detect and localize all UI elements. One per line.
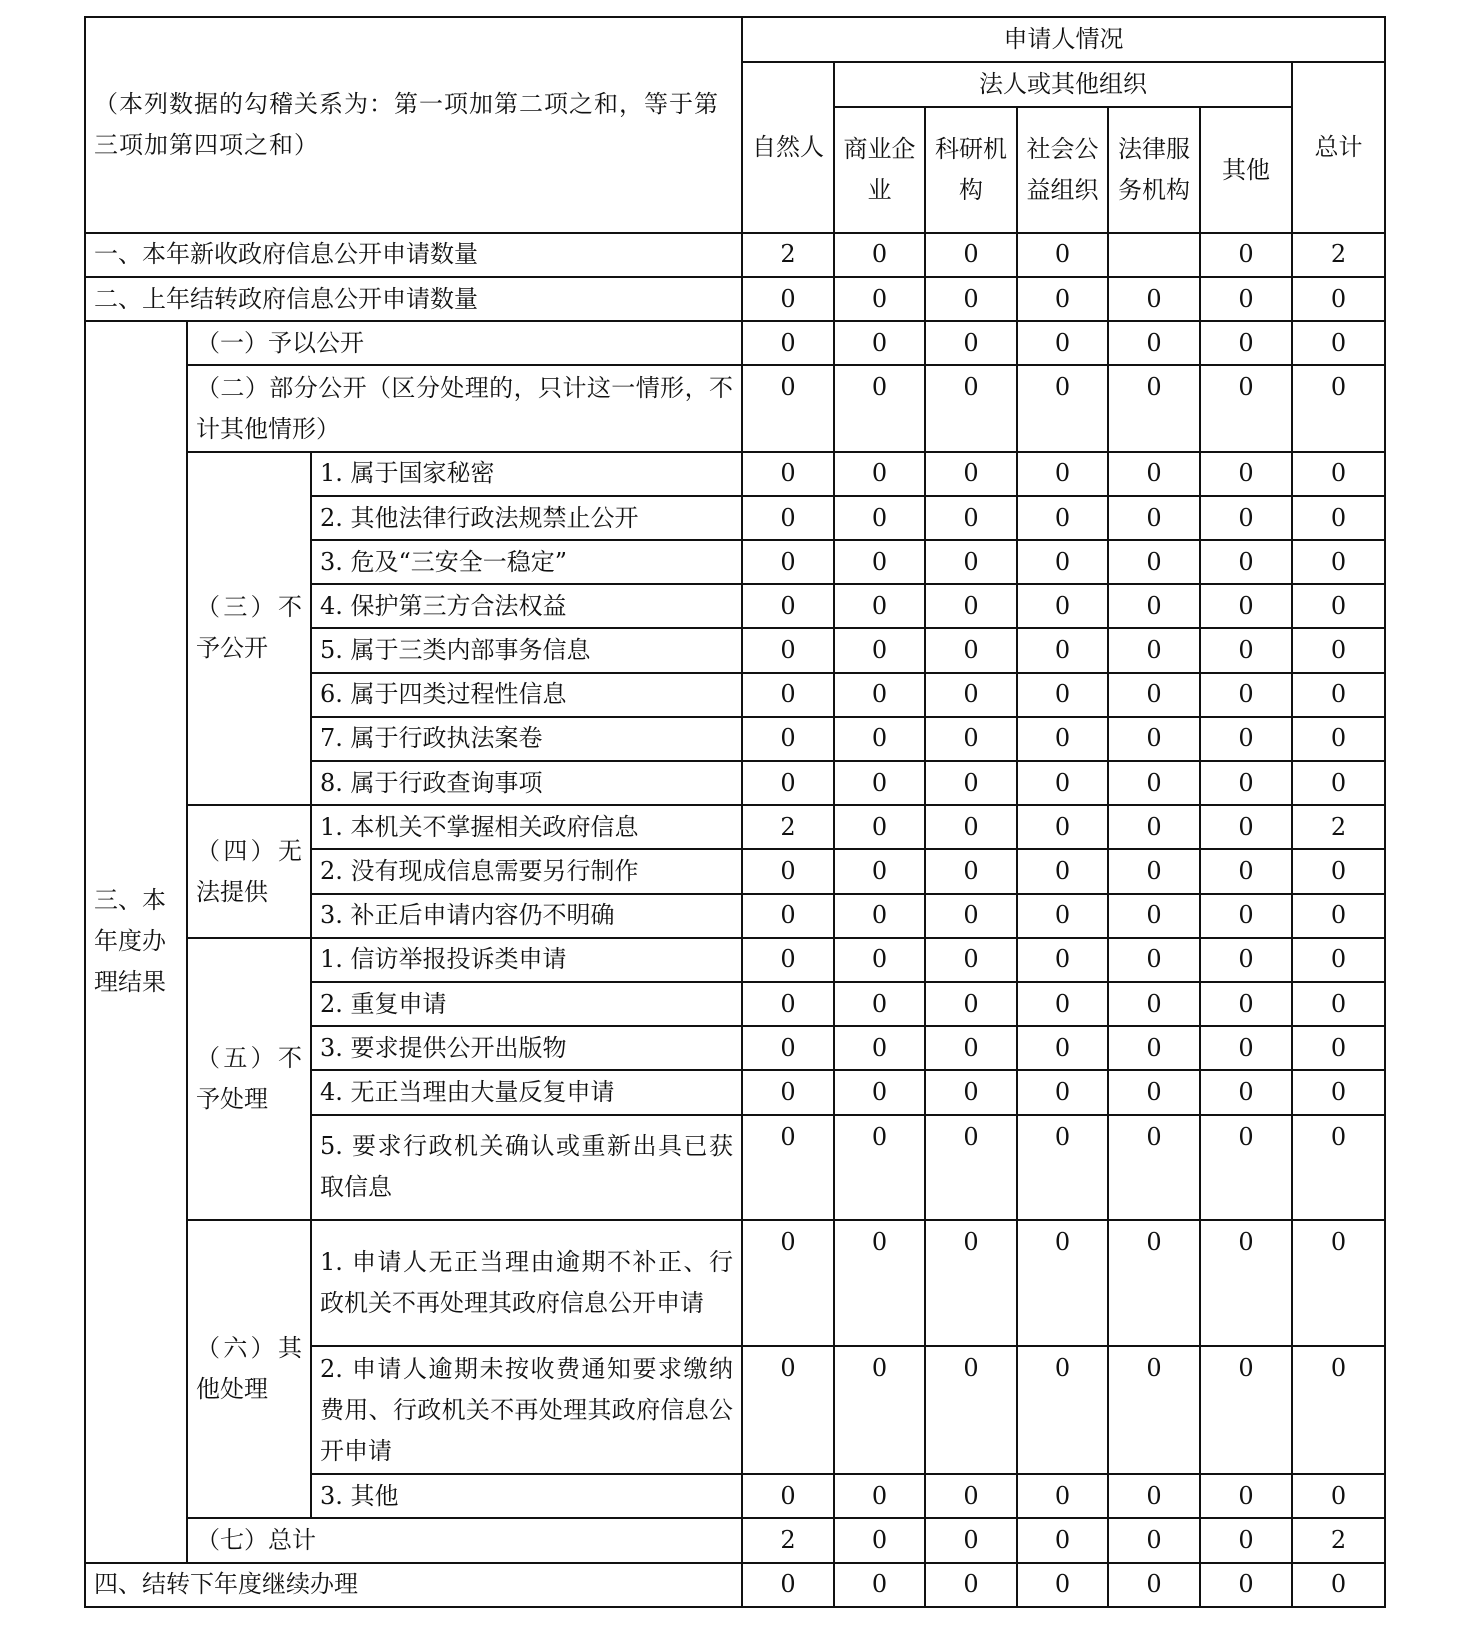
value-cell: 0 <box>742 1346 834 1474</box>
value-cell: 0 <box>834 1518 925 1562</box>
value-cell: 0 <box>1017 673 1108 717</box>
value-cell: 0 <box>1108 1474 1200 1518</box>
value-cell: 0 <box>1017 1070 1108 1114</box>
value-cell: 0 <box>1200 761 1292 805</box>
value-cell: 0 <box>1017 584 1108 628</box>
value-cell: 0 <box>925 1115 1017 1221</box>
value-cell: 0 <box>1017 1346 1108 1474</box>
value-cell: 0 <box>1017 938 1108 982</box>
value-cell: 0 <box>1200 717 1292 761</box>
value-cell: 0 <box>742 717 834 761</box>
value-cell: 0 <box>1292 584 1385 628</box>
value-cell: 0 <box>834 761 925 805</box>
value-cell: 0 <box>925 452 1017 496</box>
value-cell: 0 <box>1200 673 1292 717</box>
row-section-1 <box>85 233 1385 277</box>
row-section-2 <box>85 277 1385 321</box>
value-cell: 0 <box>742 1026 834 1070</box>
value-cell: 0 <box>1017 1115 1108 1221</box>
value-cell: 0 <box>1108 1518 1200 1562</box>
row-group-2 <box>85 365 1385 451</box>
value-cell: 0 <box>1108 894 1200 938</box>
value-cell: 0 <box>1200 1474 1292 1518</box>
value-cell: 0 <box>1017 1474 1108 1518</box>
value-cell: 0 <box>1108 1070 1200 1114</box>
value-cell: 0 <box>925 805 1017 849</box>
value-cell: 0 <box>1292 761 1385 805</box>
value-cell: 0 <box>1200 628 1292 672</box>
value-cell: 0 <box>1292 673 1385 717</box>
value-cell: 0 <box>1292 717 1385 761</box>
value-cell: 0 <box>1292 496 1385 540</box>
value-cell: 0 <box>925 1070 1017 1114</box>
value-cell: 0 <box>1200 277 1292 321</box>
total-header: 总计 <box>1292 62 1385 233</box>
value-cell: 0 <box>1200 805 1292 849</box>
value-cell: 0 <box>1108 938 1200 982</box>
value-cell: 0 <box>1108 1346 1200 1474</box>
value-cell: 0 <box>742 540 834 584</box>
value-cell: 0 <box>1292 628 1385 672</box>
value-cell: 0 <box>1017 233 1108 277</box>
value-cell: 0 <box>834 1346 925 1474</box>
value-cell: 0 <box>1108 761 1200 805</box>
row-group-3-item <box>85 452 1385 496</box>
value-cell: 0 <box>834 1115 925 1221</box>
group-6-item-label: 3. 其他 <box>311 1474 742 1518</box>
value-cell: 0 <box>834 982 925 1026</box>
value-cell: 0 <box>925 894 1017 938</box>
value-cell: 0 <box>1108 584 1200 628</box>
section-3-label: 三、本年度办理结果 <box>85 321 187 1562</box>
value-cell: 0 <box>1292 1070 1385 1114</box>
other-header: 其他 <box>1200 107 1292 232</box>
value-cell: 0 <box>1108 540 1200 584</box>
value-cell: 2 <box>742 1518 834 1562</box>
group-5-label: （五）不予处理 <box>187 938 311 1221</box>
value-cell: 0 <box>1017 365 1108 451</box>
value-cell: 0 <box>1108 496 1200 540</box>
value-cell: 0 <box>1017 496 1108 540</box>
value-cell: 0 <box>1017 277 1108 321</box>
group-5-item-label: 1. 信访举报投诉类申请 <box>311 938 742 982</box>
value-cell: 0 <box>925 628 1017 672</box>
value-cell: 0 <box>925 982 1017 1026</box>
group-4-item-label: 3. 补正后申请内容仍不明确 <box>311 894 742 938</box>
group-3-item-label: 2. 其他法律行政法规禁止公开 <box>311 496 742 540</box>
social-welfare-header: 社会公益组织 <box>1017 107 1108 232</box>
value-cell: 0 <box>1017 805 1108 849</box>
value-cell: 0 <box>742 938 834 982</box>
value-cell: 0 <box>925 717 1017 761</box>
value-cell: 0 <box>1017 1220 1108 1345</box>
value-cell: 0 <box>1108 365 1200 451</box>
value-cell: 0 <box>925 584 1017 628</box>
value-cell: 0 <box>1292 1026 1385 1070</box>
value-cell: 0 <box>1200 233 1292 277</box>
value-cell: 0 <box>1108 628 1200 672</box>
natural-person-header: 自然人 <box>742 62 834 233</box>
gov-info-disclosure-table <box>84 16 1386 1608</box>
value-cell: 0 <box>1200 321 1292 365</box>
value-cell: 0 <box>742 849 834 893</box>
research-header: 科研机构 <box>925 107 1017 232</box>
value-cell: 0 <box>742 761 834 805</box>
value-cell: 0 <box>1200 1563 1292 1607</box>
value-cell: 0 <box>1108 1026 1200 1070</box>
group-5-item-label: 4. 无正当理由大量反复申请 <box>311 1070 742 1114</box>
group-3-item-label: 4. 保护第三方合法权益 <box>311 584 742 628</box>
value-cell: 0 <box>1108 277 1200 321</box>
group-4-item-label: 2. 没有现成信息需要另行制作 <box>311 849 742 893</box>
value-cell: 0 <box>925 233 1017 277</box>
value-cell: 0 <box>1200 496 1292 540</box>
value-cell: 0 <box>742 277 834 321</box>
value-cell: 0 <box>834 894 925 938</box>
value-cell: 0 <box>1200 982 1292 1026</box>
value-cell: 0 <box>925 1220 1017 1345</box>
value-cell: 0 <box>834 849 925 893</box>
value-cell: 0 <box>1108 1220 1200 1345</box>
value-cell: 0 <box>834 452 925 496</box>
value-cell: 0 <box>834 277 925 321</box>
value-cell: 0 <box>834 628 925 672</box>
value-cell: 0 <box>1200 540 1292 584</box>
value-cell: 0 <box>1017 982 1108 1026</box>
value-cell: 0 <box>1017 540 1108 584</box>
value-cell: 0 <box>925 1563 1017 1607</box>
value-cell: 0 <box>742 365 834 451</box>
value-cell: 0 <box>925 1026 1017 1070</box>
value-cell: 0 <box>1200 1346 1292 1474</box>
group-5-item-label: 2. 重复申请 <box>311 982 742 1026</box>
value-cell: 0 <box>1017 628 1108 672</box>
value-cell: 0 <box>742 1474 834 1518</box>
value-cell: 0 <box>834 805 925 849</box>
value-cell: 0 <box>834 1474 925 1518</box>
value-cell: 0 <box>1200 365 1292 451</box>
value-cell: 0 <box>1292 1474 1385 1518</box>
value-cell: 0 <box>925 673 1017 717</box>
value-cell: 0 <box>1200 452 1292 496</box>
value-cell: 0 <box>1108 452 1200 496</box>
group-5-item-label: 3. 要求提供公开出版物 <box>311 1026 742 1070</box>
legal-service-header: 法律服务机构 <box>1108 107 1200 232</box>
legal-org-group-header: 法人或其他组织 <box>834 62 1292 107</box>
value-cell: 0 <box>834 496 925 540</box>
value-cell: 0 <box>742 982 834 1026</box>
value-cell: 0 <box>1108 321 1200 365</box>
value-cell: 2 <box>1292 1518 1385 1562</box>
value-cell: 0 <box>834 1026 925 1070</box>
value-cell: 0 <box>1200 584 1292 628</box>
group-7-label: （七）总计 <box>187 1518 742 1562</box>
value-cell: 0 <box>834 365 925 451</box>
value-cell: 0 <box>1017 321 1108 365</box>
group-6-item-label: 2. 申请人逾期未按收费通知要求缴纳费用、行政机关不再处理其政府信息公开申请 <box>311 1346 742 1474</box>
value-cell: 0 <box>925 365 1017 451</box>
value-cell: 0 <box>742 496 834 540</box>
value-cell: 0 <box>1292 1563 1385 1607</box>
value-cell: 0 <box>834 1070 925 1114</box>
value-cell: 0 <box>925 938 1017 982</box>
value-cell: 0 <box>742 894 834 938</box>
value-cell: 2 <box>1292 805 1385 849</box>
value-cell: 0 <box>1292 938 1385 982</box>
value-cell: 0 <box>1200 849 1292 893</box>
commercial-header: 商业企业 <box>834 107 925 232</box>
value-cell: 0 <box>1200 1220 1292 1345</box>
value-cell: 0 <box>742 673 834 717</box>
value-cell: 2 <box>1292 233 1385 277</box>
group-1-label: （一）予以公开 <box>187 321 742 365</box>
value-cell: 0 <box>1017 452 1108 496</box>
value-cell: 0 <box>1200 1518 1292 1562</box>
group-2-label: （二）部分公开（区分处理的，只计这一情形，不计其他情形） <box>187 365 742 451</box>
value-cell: 0 <box>1017 1563 1108 1607</box>
value-cell: 0 <box>834 1563 925 1607</box>
value-cell: 0 <box>1292 982 1385 1026</box>
value-cell: 0 <box>1292 1346 1385 1474</box>
value-cell: 2 <box>742 805 834 849</box>
row-group-4-item <box>85 805 1385 849</box>
value-cell: 0 <box>1292 894 1385 938</box>
value-cell: 0 <box>834 584 925 628</box>
value-cell: 0 <box>1200 1026 1292 1070</box>
value-cell: 0 <box>1200 1115 1292 1221</box>
value-cell: 0 <box>1017 849 1108 893</box>
group-4-label: （四）无法提供 <box>187 805 311 938</box>
value-cell: 0 <box>1108 1563 1200 1607</box>
value-cell: 0 <box>742 1220 834 1345</box>
value-cell: 0 <box>1292 277 1385 321</box>
group-3-item-label: 6. 属于四类过程性信息 <box>311 673 742 717</box>
value-cell: 0 <box>925 1474 1017 1518</box>
group-3-item-label: 5. 属于三类内部事务信息 <box>311 628 742 672</box>
value-cell: 0 <box>1108 1115 1200 1221</box>
value-cell: 0 <box>925 540 1017 584</box>
value-cell: 0 <box>1108 849 1200 893</box>
group-3-item-label: 7. 属于行政执法案卷 <box>311 717 742 761</box>
value-cell: 0 <box>925 849 1017 893</box>
row-group-1 <box>85 321 1385 365</box>
value-cell <box>1108 233 1200 277</box>
value-cell: 0 <box>1292 365 1385 451</box>
value-cell: 0 <box>1017 761 1108 805</box>
row-group-6-item <box>85 1220 1385 1345</box>
value-cell: 0 <box>1108 673 1200 717</box>
group-3-item-label: 8. 属于行政查询事项 <box>311 761 742 805</box>
value-cell: 0 <box>1292 1115 1385 1221</box>
applicant-situation-header: 申请人情况 <box>742 17 1385 62</box>
value-cell: 0 <box>1292 452 1385 496</box>
value-cell: 0 <box>1017 717 1108 761</box>
value-cell: 0 <box>925 1518 1017 1562</box>
value-cell: 0 <box>925 321 1017 365</box>
value-cell: 0 <box>834 1220 925 1345</box>
value-cell: 0 <box>742 584 834 628</box>
section-2-label: 二、上年结转政府信息公开申请数量 <box>85 277 742 321</box>
value-cell: 0 <box>834 673 925 717</box>
value-cell: 0 <box>1017 1026 1108 1070</box>
value-cell: 0 <box>742 1070 834 1114</box>
value-cell: 0 <box>1292 849 1385 893</box>
section-1-label: 一、本年新收政府信息公开申请数量 <box>85 233 742 277</box>
value-cell: 0 <box>1292 540 1385 584</box>
value-cell: 0 <box>1108 982 1200 1026</box>
value-cell: 0 <box>742 1563 834 1607</box>
value-cell: 0 <box>1017 1518 1108 1562</box>
header-row-1 <box>85 17 1385 62</box>
row-group-5-item <box>85 938 1385 982</box>
value-cell: 0 <box>742 628 834 672</box>
value-cell: 0 <box>742 452 834 496</box>
value-cell: 0 <box>1017 894 1108 938</box>
value-cell: 2 <box>742 233 834 277</box>
value-cell: 0 <box>1200 938 1292 982</box>
value-cell: 0 <box>834 321 925 365</box>
value-cell: 0 <box>1200 1070 1292 1114</box>
section-4-label: 四、结转下年度继续办理 <box>85 1563 742 1607</box>
group-3-item-label: 3. 危及“三安全一稳定” <box>311 540 742 584</box>
relation-note: （本列数据的勾稽关系为：第一项加第二项之和，等于第三项加第四项之和） <box>85 17 742 233</box>
value-cell: 0 <box>742 1115 834 1221</box>
value-cell: 0 <box>1292 321 1385 365</box>
row-group-7 <box>85 1518 1385 1562</box>
value-cell: 0 <box>1108 805 1200 849</box>
value-cell: 0 <box>834 938 925 982</box>
value-cell: 0 <box>834 233 925 277</box>
group-6-item-label: 1. 申请人无正当理由逾期不补正、行政机关不再处理其政府信息公开申请 <box>311 1220 742 1345</box>
value-cell: 0 <box>1292 1220 1385 1345</box>
group-5-item-label: 5. 要求行政机关确认或重新出具已获取信息 <box>311 1115 742 1221</box>
value-cell: 0 <box>1108 717 1200 761</box>
group-3-label: （三）不予公开 <box>187 452 311 806</box>
value-cell: 0 <box>742 321 834 365</box>
value-cell: 0 <box>1200 894 1292 938</box>
value-cell: 0 <box>834 717 925 761</box>
group-4-item-label: 1. 本机关不掌握相关政府信息 <box>311 805 742 849</box>
group-6-label: （六）其他处理 <box>187 1220 311 1518</box>
value-cell: 0 <box>925 496 1017 540</box>
group-3-item-label: 1. 属于国家秘密 <box>311 452 742 496</box>
value-cell: 0 <box>925 1346 1017 1474</box>
value-cell: 0 <box>925 277 1017 321</box>
value-cell: 0 <box>834 540 925 584</box>
value-cell: 0 <box>925 761 1017 805</box>
row-section-4 <box>85 1563 1385 1607</box>
